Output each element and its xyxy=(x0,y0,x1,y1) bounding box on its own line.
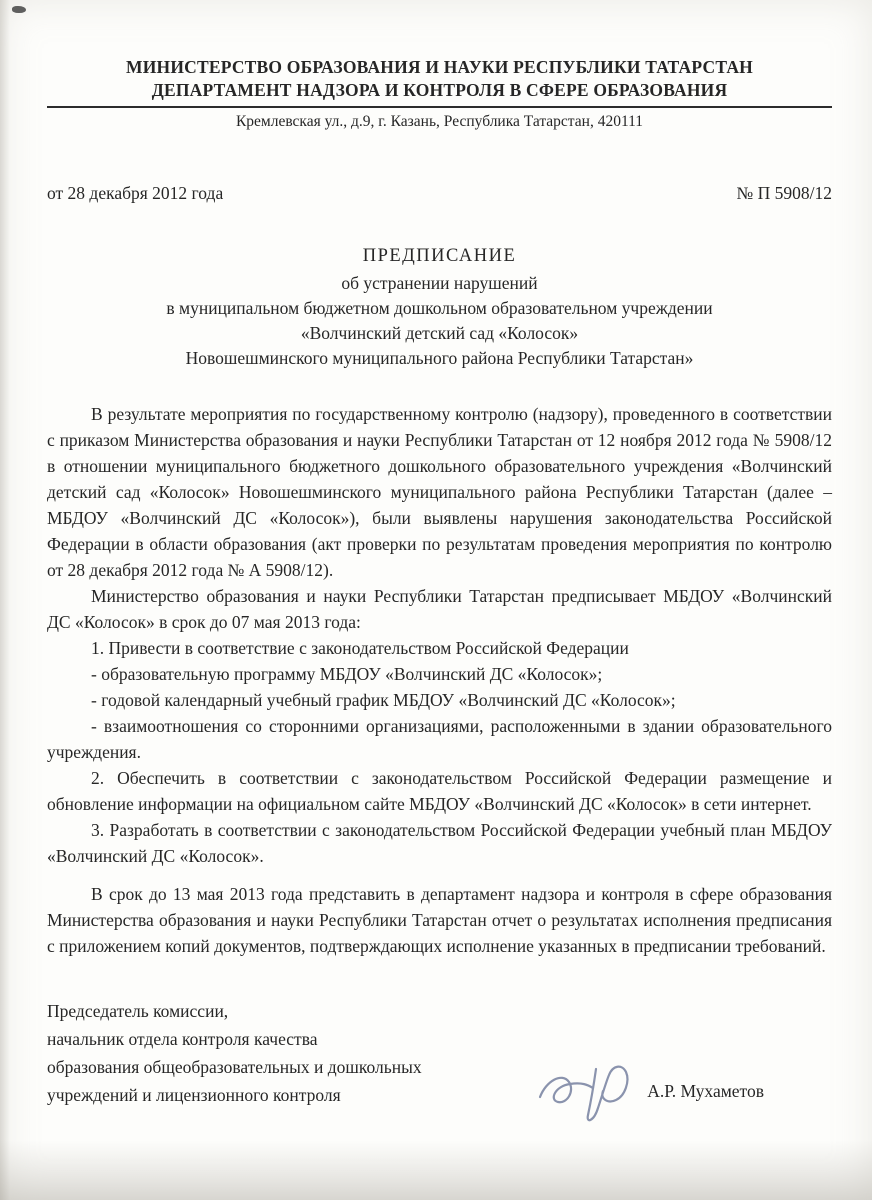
title-subline-4: Новошешминского муниципального района Республики Татарстан» xyxy=(185,348,694,368)
document-date: от 28 декабря 2012 года xyxy=(47,183,224,203)
department-title: ДЕПАРТАМЕНТ НАДЗОРА И КОНТРОЛЯ В СФЕРЕ ОБРАЗОВАНИЯ xyxy=(151,80,728,100)
signatory-position-line: начальник отдела контроля качества xyxy=(47,1029,318,1049)
signatory-name: А.Р. Мухаметов xyxy=(647,1081,764,1101)
signatory-position-line: образования общеобразовательных и дошкольных xyxy=(47,1057,422,1077)
document-number: № П 5908/12 xyxy=(736,183,832,203)
document-body xyxy=(47,401,832,959)
header-divider xyxy=(47,106,832,108)
title-subline-1: об устранении нарушений xyxy=(341,273,538,293)
body-paragraph: В результате мероприятия по государственному контролю (надзору), проведенного в соответствии с приказом Министерства образования и науки Республики Татарстан от 12 ноября 2012 года № 5908/12 в отношении муниципального бюджетного дошкольного образовательного учреждения «Волчинский детский сад «Колосок» Новошешминского муниципального района Республики Татарстан (далее – МБДОУ «Волчинский ДС «Колосок»), были выявлены нарушения законодательства Российской Федерации в области образования (акт проверки по результатам проведения мероприятия по контролю от 28 декабря 2012 года № А 5908/12). xyxy=(47,404,832,580)
document-title: ПРЕДПИСАНИЕ xyxy=(362,246,517,266)
list-item: 2. Обеспечить в соответствии с законодательством Российской Федерации размещение и обновление информации на официальном сайте МБДОУ «Волчинский ДС «Колосок» в сети интернет. xyxy=(47,768,832,814)
ministry-title: МИНИСТЕРСТВО ОБРАЗОВАНИЯ И НАУКИ РЕСПУБЛИКИ ТАТАРСТАН xyxy=(125,57,753,77)
list-item: - образовательную программу МБДОУ «Волчинский ДС «Колосок»; xyxy=(91,664,603,684)
body-paragraph: Министерство образования и науки Республики Татарстан предписывает МБДОУ «Волчинский ДС «Колосок» в срок до 07 мая 2013 года: xyxy=(47,586,832,632)
list-item: 3. Разработать в соответствии с законодательством Российской Федерации учебный план МБДОУ «Волчинский ДС «Колосок». xyxy=(47,820,832,866)
signature-image xyxy=(536,1055,641,1127)
address-line: Кремлевская ул., д.9, г. Казань, Республика Татарстан, 420111 xyxy=(235,113,644,130)
scan-edge-shadow xyxy=(0,0,10,1200)
signature-block xyxy=(47,997,832,1109)
signature-area xyxy=(536,1055,764,1127)
title-block xyxy=(47,244,832,371)
title-subline-3: «Волчинский детский сад «Колосок» xyxy=(300,323,579,343)
meta-row xyxy=(47,183,832,204)
scan-speck xyxy=(12,6,26,13)
title-subline-2: в муниципальном бюджетном дошкольном образовательном учреждении xyxy=(166,298,713,318)
list-item: 1. Привести в соответствие с законодательством Российской Федерации xyxy=(91,638,629,658)
list-item: - годовой календарный учебный график МБДОУ «Волчинский ДС «Колосок»; xyxy=(91,690,676,710)
list-item: - взаимоотношения со сторонними организациями, расположенными в здании образовательного учреждения. xyxy=(47,716,832,762)
signatory-position-line: учреждений и лицензионного контроля xyxy=(47,1085,341,1105)
signatory-position-line: Председатель комиссии, xyxy=(47,1001,229,1021)
body-paragraph: В срок до 13 мая 2013 года представить в департамент надзора и контроля в сфере образования Министерства образования и науки Республики Татарстан отчет о результатах исполнения предписания с приложением копий документов, подтверждающих исполнение указанных в предписании требований. xyxy=(47,884,832,956)
scan-bottom-shadow xyxy=(0,1140,872,1200)
letterhead xyxy=(47,56,832,131)
